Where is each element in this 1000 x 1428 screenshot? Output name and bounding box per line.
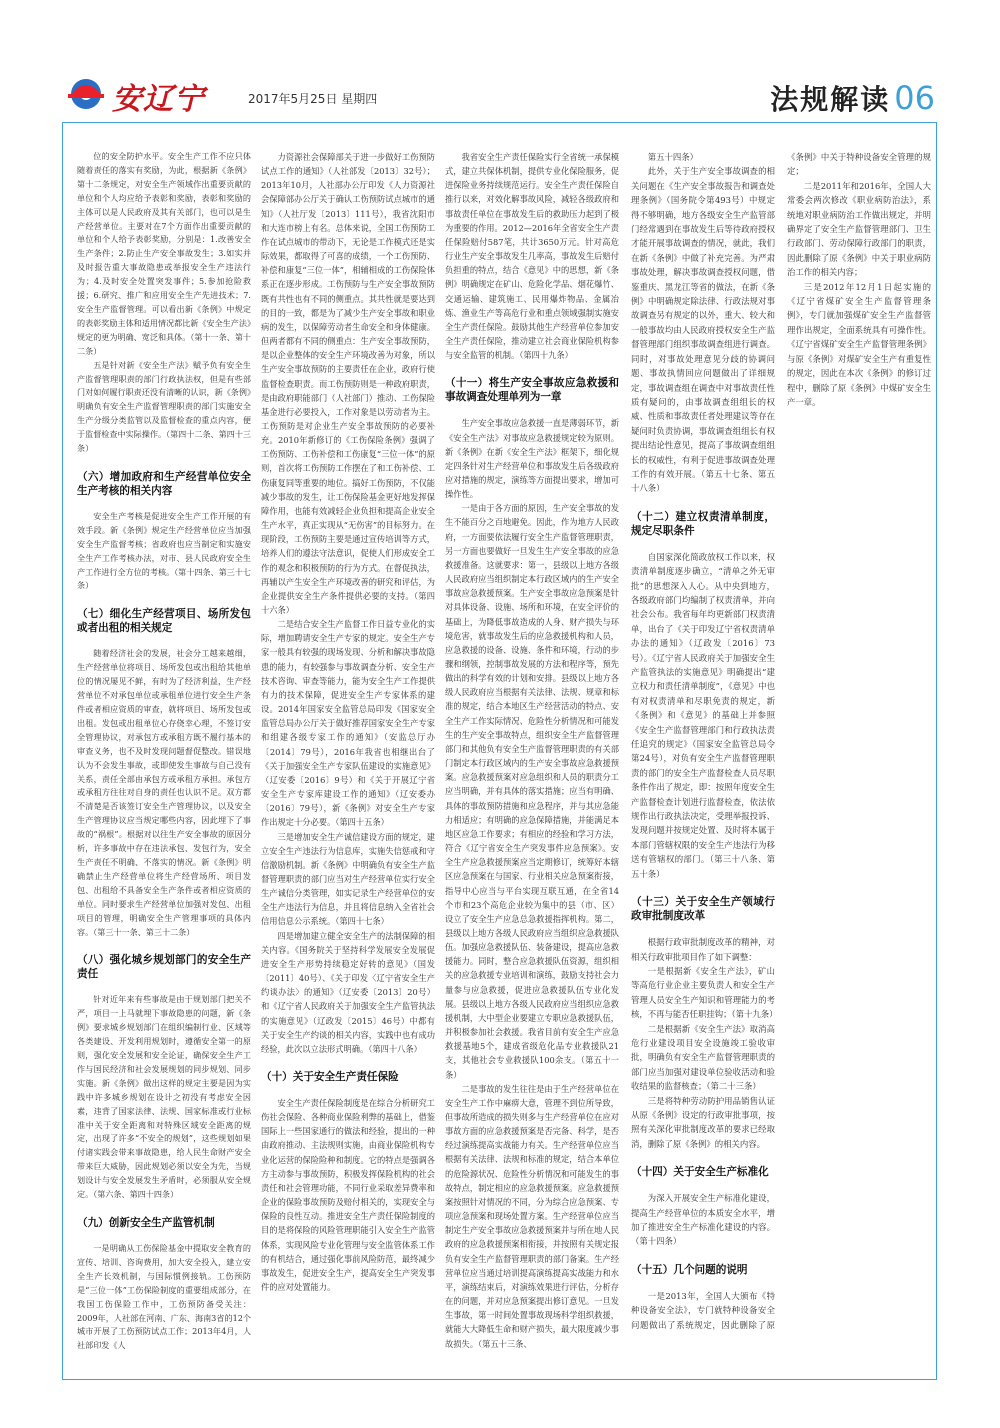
article-paragraph: 一是明确从工伤保险基金中提取安全教育的宣传、培训、咨询费用，加大安全投入，建立安全生产长效机制，与国际惯例接轨。工伤预防是“三位一体”工伤保险制度的重要组成部分，在我国工伤保险工作中，工伤预防备受关注：2009年，人社部在河南、广东、海南3省的12个城市开展了工伤预防试点工作；2013年4月，人社部印发《人 <box>77 1243 251 1351</box>
article-paragraph: 根据行政审批制度改革的精神，对相关行政审批项目作了如下调整： <box>631 937 775 962</box>
article-paragraph: 第五十四条） <box>647 152 699 162</box>
newspaper-logo <box>62 72 232 117</box>
article-paragraph: 一是根据新《安全生产法》，矿山等高危行业企业主要负责人和安全生产管理人员安全生产知识和管理能力的考核，不再与能否任职挂钩；（第十九条） <box>631 965 778 1020</box>
article-column-2 <box>261 150 435 1294</box>
masthead <box>62 60 937 120</box>
article-subheading: （六）增加政府和生产经营单位安全生产考核的相关内容 <box>77 470 251 497</box>
section-title <box>770 78 935 118</box>
article-paragraph: 随着经济社会的发展，社会分工越来越细，生产经营单位将项目、场所发包或出租给其他单位的情况屡见不鲜，有时为了经济利益，生产经营单位不对承包单位或承租单位进行安全生产条件或者相应资质的审查，就将项目、场所发包或出租。发包或出租单位心存侥幸心理，不签订安全管理协议，对承包方或承租方既不履行基本的审查义务，也不及时发现问题督促整改。错误地认为不会发生事故，或即使发生事故与自己没有关系，责任全部由承包方或承租方承担。承包方或承租方往往对自身的责任也认识不足。双方都不清楚是否该签订安全生产管理协议，以及安全生产管理协议应当规定哪些内容，因此埋下了事故的“祸根”。根据对以往生产安全事故的原因分析，许多事故中存在违法承包、发包行为，安全生产责任不明确、不落实的情况。新《条例》明确禁止生产经营单位将生产经营场所、项目发包、出租给不具备安全生产条件或者相应资质的单位。同时要求生产经营单位加强对发包、出租项目的管理，明确安全生产管理事项的具体内容。（第三十一条、第三十二条） <box>77 648 251 937</box>
article-paragraph: 安全生产考核是促进安全生产工作开展的有效手段。新《条例》规定生产经营单位应当加强安全生产监督考核；省政府也应当制定和实施安全生产工作考核办法，对市、县人民政府安全生产工作进行全方位的考核。（第十四条、第三十七条） <box>77 510 252 591</box>
logo-text: 安辽宁 <box>112 82 205 117</box>
article-paragraph: 一是2013年，全国人大颁布《特种设备安全法》，专门就特种设备安全问题做出了系统规定，因此删除了原《条例》中关于特种设备安全管理的规定； <box>631 152 931 1330</box>
article-paragraph: 自国家深化简政放权工作以来，权责清单制度逐步确立，“清单之外无审批”的思想深入人心。从中央到地方，各级政府部门均编制了权责清单，并向社会公布。我省每年均更新部门权责清单，出台了《关于印发辽宁省权责清单办法的通知》（辽政发〔2016〕73号）。《辽宁省人民政府关于加强安全生产监管执法的实施意见》明确提出“建立权力和责任清单制度”，《意见》中也有对权责清单和尽职免责的规定，新《条例》和《意见》的基础上并参照《安全生产监督管理部门和行政执法责任追究的规定》（国家安全监管总局令第24号），对负有安全生产监督管理职责的部门的安全生产监督检查人员尽职条件作出了规定，即：按照年度安全生产监督检查计划进行监督检查，依法依规作出行政执法决定，受理举报投诉、发现问题并按规定处置、及时将本属于本部门管辖权限的安全生产违法行为移送有管辖权的部门。（第三十八条、第五十条） <box>631 551 775 879</box>
article-subheading: （十）关于安全生产责任保险 <box>261 1071 399 1083</box>
article-paragraph: 四是增加建立健全安全生产的法制保障的相关内容。《国务院关于坚持科学发展安全发展促进安全生产形势持续稳定好转的意见》（国发〔2011〕40号）、《关于印发〈辽宁省安全生产约谈办法〉的通知》（辽安委〔2013〕20号）和《辽宁省人民政府关于加强安全生产监管执法的实施意见》（辽政发〔2015〕46号）中都有关于安全生产约谈的相关内容，实践中也有成功经验，此次以立法形式明确。（第四十八条） <box>261 930 435 1054</box>
article-subheading: （十二）建立权责清单制度，规定尽职条件 <box>631 510 775 537</box>
helmet-gear-icon <box>62 72 110 112</box>
article-paragraph: 为深入开展安全生产标准化建设，提高生产经营单位的本质安全水平，增加了推进安全生产标准化建设的内容。（第十四条） <box>631 1193 775 1247</box>
article-paragraph: 三是增加安全生产诚信建设方面的规定，建立安全生产违法行为信息库，实施失信惩戒和守信激励机制。新《条例》中明确负有安全生产监督管理职责的部门应当对生产经营单位实行安全生产诚信分类管理，如实记录生产经营单位的安全生产违法行为信息，并且将信息纳入全省社会信用信息公示系统。（第四十七条） <box>261 831 435 927</box>
article-subheading: （十三）关于安全生产领域行政审批制度改革 <box>631 896 775 923</box>
article-subheading: （十四）关于安全生产标准化 <box>631 1166 769 1179</box>
article-subheading: （八）强化城乡规划部门的安全生产责任 <box>77 954 251 981</box>
article-paragraph: 二是事故的发生往往是由于生产经营单位在安全生产工作中麻痹大意，管理不到位所导致，但事故所造成的损失则多与生产经营单位在应对事故方面的应急救援预案是否完备、科学，是否经过演练提高实战能力有关。生产经营单位应当根据有关法律、法规和标准的规定，结合本单位的危险源状况、危险性分析情况和可能发生的事故特点，制定相应的应急救援预案。应急救援预案按照针对情况的不同，分为综合应急预案、专项应急预案和现场处置方案。生产经营单位应当制定生产安全事故应急救援预案并与所在地人民政府的应急救援预案相衔接，并按照有关规定报负有安全生产监督管理职责的部门备案。生产经营单位应当通过培训提高演练提高实战能力和水平，演练结束后，对演练效果进行评估，分析存在的问题，并对应急预案提出修订意见。一旦发生事故，第一时间处置事故现场科学组织救援，就能大大降低生命和财产损失，最大限度减少事故损失。（第五十三条、 <box>445 1083 619 1349</box>
article-paragraph: 安全生产责任保险制度是在综合分析研究工伤社会保险、各种商业保险利弊的基础上，借鉴国际上一些国家通行的做法和经验，提出的一种由政府推动、主法规则实施，由商业保险机构专业化运营的保险险种和制度。它的特点是强调各方主动参与事故预防，积极发挥保险机构的社会责任和社会管理功能，不同行业采取差异费率和企业的保险事故预防及赔付相关的，实现安全与保险的良性互动。推进安全生产责任保险制度的目的是将保险的风险管理职能引入安全生产监管体系，实现风险专业化管理与安全监管体系工作的有机结合，通过强化事前风险防范，最终减少事故发生，促进安全生产，提高安全生产突发事件的应对处置能力。 <box>261 1098 435 1293</box>
article-paragraph: 五是针对新《安全生产法》赋予负有安全生产监督管理职责的部门行政执法权，但是有些部门对如何履行职责还没有清晰的认识，新《条例》明确负有安全生产监督管理职责的部门实施安全生产分级分类监管以及监督检查的重点内容，便于监督检查中实际操作。（第四十二条、第四十三条） <box>77 359 252 454</box>
article-column-3 <box>445 150 619 1351</box>
section-name: 法规解读 <box>770 83 891 116</box>
article-paragraph: 针对近年来有些事故是由于规划部门把关不严，项目一上马就埋下事故隐患的问题，新《条例》要求城乡规划部门在组织编制行业、区域等各类建设、开发利用规划时，遵循安全第一的原则，强化安全发展和安全论证，确保安全生产工作与国民经济和社会发展规划的同步规划、同步实施。新《条例》做出这样的规定主要是因为实践中许多城乡规划在设计之初没有考虑安全因素，违背了国家法律、法规、国家标准或行业标准中关于安全距离和对特殊区域安全距离的规定，出现了许多“不安全的规划”，这些规划如果付诸实践会带来事故隐患，给人民生命财产安全带来巨大威胁，因此规划必须以安全为先，当规划设计与安全发展发生矛盾时，必须服从安全规定。（第六条、第四十四条） <box>77 994 251 1200</box>
article-paragraph: 此外，关于生产安全事故调查的相关问题在《生产安全事故报告和调查处理条例》（国务院令第493号）中规定得不够明确，地方各级安全生产监管部门经常遇到在事故发生后等待政府授权才能开展事故调查的情况，就此，我们在新《条例》中做了补充完善。为严肃事故处理，解决事故调查授权问题，借鉴重庆、黑龙江等省的做法，在新《条例》中明确规定除法律、行政法规对事故调查另有规定的以外，重大、较大和一般事故均由人民政府授权安全生产监督管理部门组织事故调查组进行调查。同时，对事故处理意见分歧的协调问题、事故执情回应问题做出了详细规定，事故调查组在调查中对事故责任性质有疑问的，由事故调查组组长的权威、性质和事故责任者处理建议等存在疑问时负责协调，事故调查组组长有权提出结论性意见，提高了事故调查组组长的权威性，有利于促进事故调查处理工作的有效开展。（第五十七条、第五十八条） <box>631 166 775 494</box>
article-paragraph: 我省安全生产责任保险实行全省统一承保模式，建立共保体机制，提供专业化保险服务，促进保险业务持续规范运行。安全生产责任保险自推行以来，对效化解事故风险，减轻各级政府和事故责任单位在事故发生后的救助压力起到了极为重要的作用。2012—2016年全省安全生产责任保险赔付587笔，共计3650万元。针对高危行业生产安全事故发生几率高，事故发生后赔付负担重的特点，结合《意见》中的思想，新《条例》明确规定在矿山、危险化学品、烟花爆竹、交通运输、建筑施工、民用爆炸物品、金属冶炼、渔业生产等高危行业和重点领域强制实施安全生产责任保险。鼓励其他生产经营单位参加安全生产责任保险，推动建立社会商业保险机构参与安全监管的机制。（第四十九条） <box>445 152 619 361</box>
article-paragraph: 位的安全防护水平。安全生产工作不应只体随着责任的落实有奖励，为此，根据新《条例》第十二条规定，对安全生产领域作出重要贡献的单位和个人均应给予表彰和奖励，表彰和奖励的主体可以是人民政府及其有关部门，也可以是生产经营单位。主要对在7个方面作出重要贡献的单位和个人给予表彰奖励，分别是：1.改善安全生产条件；2.防止生产安全事故发生；3.如实并及时报告重大事故隐患或举报安全生产违法行为；4.及时安全处置突发事件；5.参加抢险救援；6.研究、推广和应用安全生产先进技术；7.安全生产监督管理。可以看出新《条例》中规定的表彰奖励主体和适用情况都比新《安全生产法》规定的更为明确、宽泛和具体。（第十一条、第十二条） <box>77 151 252 356</box>
page-number: 06 <box>894 79 935 117</box>
article-subheading: （十五）几个问题的说明 <box>631 1263 748 1276</box>
article-column-4 <box>631 150 931 1360</box>
article-paragraph: 力资源社会保障部关于进一步做好工伤预防试点工作的通知》（人社部发〔2013〕32号）；2013年10月，人社部办公厅印发《人力资源社会保障部办公厅关于确认工伤预防试点城市的通知》（人社厅发〔2013〕111号），我省沈阳市和大连市榜上有名。总体来说，全国工伤预防工作在试点城市的带动下，无论是工作模式还是实际效果，都取得了可喜的成绩，一个工伤预防、补偿和康复“三位一体”，相辅相成的工伤保险体系正在逐步形成。工伤预防与生产安全事故预防既有共性也有不同的侧重点。其共性就是要达到的目的一致，都是为了减少生产安全事故和职业病的发生，以保障劳动者生命安全和身体健康。但两者都有不同的侧重点：生产安全事故预防，是以企业整体的安全生产环境改善为对象，所以生产安全事故预防的主要责任在企业，政府行使监督检查职责。而工伤预防则是一种政府职责，是由政府职能部门（人社部门）推动、工伤保险基金进行必要投入，工作对象是以劳动者为主。工伤预防是对企业生产安全事故预防的必要补充。2010年新修订的《工伤保险条例》强调了工伤预防、工伤补偿和工伤康复“三位一体”的原则，首次将工伤预防工作摆在了和工伤补偿、工伤康复同等重要的地位。搞好工伤预防，不仅能减少事故的发生，让工伤保险基金更好地发挥保障作用，也能有效减轻企业负担和提高企业安全生产水平，真正实现从“无伤害”的目标努力。在现阶段，工伤预防主要是通过宣传培训等方式，培养人们的遵法守法意识，促使人们形成安全工作的观念和积极预防的行为方式。在督促执法，再辅以产生安全生产环境改善的研究和评估，为企业提供安全生产条件提供必要的支持。（第四十六条） <box>261 152 435 615</box>
article-column-1 <box>77 150 251 1353</box>
article-subheading: （十一）将生产安全事故应急救援和事故调查处理单列为一章 <box>445 377 619 404</box>
article-paragraph: 二是2011年和2016年，全国人大常委会两次修改《职业病防治法》，系统地对职业病防治工作做出规定，并明确界定了安全生产监督管理部门、卫生行政部门、劳动保障行政部门的职责，因此删除了原《条例》中关于职业病防治工作的相关内容； <box>787 180 931 278</box>
article-paragraph: 一是由于各方面的原因，生产安全事故的发生不能百分之百地避免。因此，作为地方人民政府，一方面要依法履行安全生产监督管理职责，另一方面也要做好一旦发生生产安全事故的应急救援准备。这就要求：第一，县级以上地方各级人民政府应当组织制定本行政区域内的生产安全事故应急救援预案。生产安全事故应急预案是针对具体设备、设施、场所和环境，在安全评价的基础上，为降低事故造成的人身、财产损失与环境危害，就事故发生后的应急救援机构和人员，应急救援的设备、设施、条件和环境，行动的步骤和纲领，控制事故发展的方法和程序等，预先做出的科学有效的计划和安排。县级以上地方各级人民政府应当根据有关法律、法规、规章和标准的规定，结合本地区生产经营活动的特点、安全生产工作实际情况、危险性分析情况和可能发生的生产安全事故特点，组织安全生产监督管理部门和其他负有安全生产监督管理职责的有关部门制定本行政区域内的生产安全事故应急救援预案。应急救援预案对应急组织和人员的职责分工应当明确，并有具体的落实措施；应当有明确、具体的事故预防措施和应急程序，并与其应急能力相适应；有明确的应急保障措施，并能满足本地区应急工作要求；有相应的经验和学习方法，符合《辽宁省安全生产突发事件应急预案》。安全生产应急救援预案应当定期修订，统筹好本辖区应急预案在与国家、行业相关应急预案衔接，指导中心应当与平台实现互联互通，在全省14个市和23个高危企业较为集中的县（市、区）设立了安全生产应急总急救援指挥机构。第二，县级以上地方各级人民政府应当组织应急救援队伍。加强应急救援队伍、装备建设，提高应急救援能力。同时，整合应急救援队伍资源，组织相关的应急救援专业培训和演练，鼓励支持社会力量参与应急救援，促进应急救援队伍专业化发展。县级以上地方各级人民政府应当组织应急救援机制，大中型企业要建立专职应急救援队伍，并积极参加社会救援。我省目前有安全生产应急救援基地5个，建成省级危化品专业救援队21支，其他社会专业救援队100余支。（第五十一条） <box>445 503 619 1080</box>
article-paragraph: 三是2012年12月1日起实施的《辽宁省煤矿安全生产监督管理条例》，专门就加强煤矿安全生产监督管理作出规定，全面系统具有可操作性。《辽宁省煤矿安全生产监督管理条例》与原《条例》对煤矿安全生产有重复性的规定，因此在本次《条例》的修订过程中，删除了原《条例》中煤矿安全生产一章。 <box>787 281 931 407</box>
article-subheading: （九）创新安全生产监管机制 <box>77 1217 215 1229</box>
issue-date: 2017年5月25日 星期四 <box>248 92 378 106</box>
article-subheading: （七）细化生产经营项目、场所发包或者出租的相关规定 <box>77 608 251 635</box>
article-paragraph: 三是将特种劳动防护用品销售认证从原《条例》设定的行政审批事项，按照有关深化审批制度改革的要求已经取消，删除了原《条例》的相关内容。 <box>631 1095 775 1149</box>
article-paragraph: 二是根据新《安全生产法》取消高危行业建设项目安全设施竣工验收审批，明确负有安全生产监督管理职责的部门应当加强对建设单位验收活动和验收结果的监督核查；（第二十三条） <box>631 1023 775 1092</box>
article-paragraph: 生产安全事故应急救援一直是薄弱环节，新《安全生产法》对事故应急救援规定较为原则。新《条例》在新《安全生产法》框架下，细化规定四条针对生产经营单位和事故发生后各级政府应对措施的规定，演练等方面提出要求，增加可操作性。 <box>445 418 619 500</box>
article-paragraph: 二是结合安全生产监督工作日益专业化的实际，增加聘请安全生产专家的规定。安全生产专家一般具有较强的现场发现、分析和解决事故隐患的能力，有较强参与事故调查分析、安全生产技术咨询、审查等能力，能为安全生产工作提供有力的技术保障，促进安全生产专家体系的建设。2014年国家安全监管总局印发《国家安全监管总局办公厅关于做好推荐国家安全生产专家和组建各级专家工作的通知》（安监总厅办〔2014〕79号），2016年我省也相继出台了《关于加强安全生产专家队伍建设的实施意见》（辽安委〔2016〕9号）和《关于开展辽宁省安全生产专家库建设工作的通知》（辽安委办〔2016〕79号），新《条例》对安全生产专家作出规定十分必要。（第四十五条） <box>261 619 435 828</box>
